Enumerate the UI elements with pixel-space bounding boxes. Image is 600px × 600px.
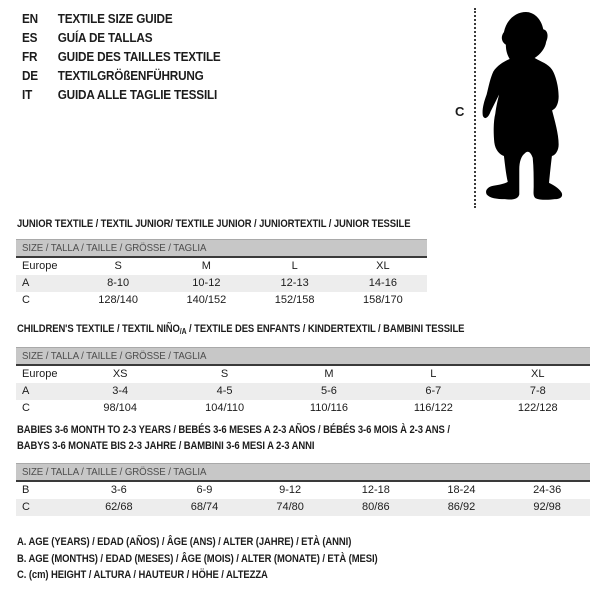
table-cell: M <box>324 368 334 380</box>
row-label: A <box>22 385 30 397</box>
table-cell: XL <box>376 260 390 272</box>
row-label: B <box>22 484 30 496</box>
table-cell: 14-16 <box>368 277 397 289</box>
legend-note-a: A. AGE (YEARS) / EDAD (AÑOS) / ÂGE (ANS) / ALTER (JAHRE) / ETÀ (ANNI) <box>17 536 352 548</box>
height-measure-dotted-line <box>474 8 476 208</box>
table-cell: 104/110 <box>205 402 245 414</box>
size-header-bar <box>16 347 590 364</box>
table-cell: L <box>291 260 298 272</box>
babies-title-line2: BABYS 3-6 MONATE BIS 2-3 JAHRE / BAMBINI 3-6 MESI A 2-3 ANNI <box>17 440 315 452</box>
language-row-es <box>22 29 221 48</box>
table-cell: 5-6 <box>321 385 337 397</box>
children-title-suffix: / TEXTILE DES ENFANTS / KINDERTEXTIL / BAMBINI TESSILE <box>186 323 465 335</box>
row-label: Europe <box>22 260 58 272</box>
table-cell: 80/86 <box>362 501 390 513</box>
table-cell: 110/116 <box>309 402 349 414</box>
table-row <box>16 257 427 275</box>
children-section-title <box>17 321 464 340</box>
table-cell: 3-6 <box>110 484 127 496</box>
size-header-bar <box>16 463 590 480</box>
table-row <box>16 365 590 383</box>
table-cell: 116/122 <box>413 402 453 414</box>
table-cell: 62/68 <box>105 501 133 513</box>
table-cell: 92/98 <box>533 501 561 513</box>
table-cell: 98/104 <box>103 402 138 414</box>
table-cell: 10-12 <box>192 277 221 289</box>
table-cell: 122/128 <box>517 402 558 414</box>
table-cell: 6-7 <box>425 385 442 397</box>
baby-silhouette-icon <box>478 6 574 208</box>
size-header-label: SIZE / TALLA / TAILLE / GRÖSSE / TAGLIA <box>22 466 207 478</box>
junior-section-title: JUNIOR TEXTILE / TEXTIL JUNIOR/ TEXTILE JUNIOR / JUNIORTEXTIL / JUNIOR TESSILE <box>17 218 411 230</box>
size-header-label: SIZE / TALLA / TAILLE / GRÖSSE / TAGLIA <box>22 350 207 362</box>
language-title: GUÍA DE TALLAS <box>57 31 153 45</box>
table-cell: XL <box>531 368 545 380</box>
children-title-subscript: /A <box>179 327 187 336</box>
table-cell: 7-8 <box>529 385 546 397</box>
language-code: IT <box>22 88 33 102</box>
table-cell: 6-9 <box>196 484 213 496</box>
children-size-table <box>16 347 590 417</box>
height-measure-label: C <box>455 104 465 119</box>
table-cell: 4-5 <box>216 385 233 397</box>
table-cell: 158/170 <box>362 294 403 306</box>
language-title: TEXTILGRÖßENFÜHRUNG <box>57 69 204 83</box>
babies-title-line1: BABIES 3-6 MONTH TO 2-3 YEARS / BEBÉS 3-6 MESES A 2-3 AÑOS / BÉBÉS 3-6 MOIS À 2-3 ANS / <box>17 424 450 436</box>
table-row <box>16 383 590 400</box>
table-cell: 24-36 <box>533 484 562 496</box>
table-cell: 74/80 <box>276 501 304 513</box>
row-label: C <box>22 501 30 513</box>
table-cell: 8-10 <box>107 277 130 289</box>
table-row <box>16 292 427 309</box>
language-title: GUIDA ALLE TAGLIE TESSILI <box>57 88 218 102</box>
row-label: Europe <box>22 368 58 380</box>
table-cell: 18-24 <box>447 484 476 496</box>
children-title-prefix: CHILDREN'S TEXTILE / TEXTIL NIÑO <box>17 323 180 335</box>
table-cell: M <box>201 260 211 272</box>
table-cell: S <box>114 260 122 272</box>
table-cell: 12-13 <box>280 277 309 289</box>
size-header-label: SIZE / TALLA / TAILLE / GRÖSSE / TAGLIA <box>22 242 207 254</box>
language-code: FR <box>22 50 38 64</box>
table-cell: L <box>430 368 437 380</box>
table-row <box>16 275 427 292</box>
table-cell: 3-4 <box>112 385 129 397</box>
table-cell: 9-12 <box>279 484 302 496</box>
table-cell: 86/92 <box>447 501 476 513</box>
table-cell: 68/74 <box>190 501 219 513</box>
language-row-en <box>22 10 221 29</box>
table-cell: S <box>220 368 229 380</box>
legend-note-c: C. (cm) HEIGHT / ALTURA / HAUTEUR / HÖHE / ALTEZZA <box>17 569 268 581</box>
language-title: TEXTILE SIZE GUIDE <box>57 12 173 26</box>
table-cell: 152/158 <box>274 294 315 306</box>
junior-size-table <box>16 239 427 309</box>
language-code: ES <box>22 31 38 45</box>
language-title-list <box>22 10 221 105</box>
table-cell: XS <box>112 368 128 380</box>
language-title: GUIDE DES TAILLES TEXTILE <box>57 50 221 64</box>
legend-notes <box>17 534 378 584</box>
language-code: EN <box>22 12 38 26</box>
table-row <box>16 400 590 417</box>
table-cell: 140/152 <box>186 294 227 306</box>
table-row <box>16 499 590 516</box>
babies-size-table <box>16 463 590 516</box>
row-label: A <box>22 277 30 289</box>
language-row-it <box>22 86 221 105</box>
babies-section-title <box>17 422 450 454</box>
table-cell: 12-18 <box>361 484 390 496</box>
language-row-fr <box>22 48 221 67</box>
legend-note-b: B. AGE (MONTHS) / EDAD (MESES) / ÂGE (MOIS) / ALTER (MONATE) / ETÀ (MESI) <box>17 552 378 565</box>
table-cell: 128/140 <box>98 294 138 306</box>
row-label: C <box>22 402 30 414</box>
size-header-bar <box>16 239 427 256</box>
table-row <box>16 481 590 499</box>
language-row-de <box>22 67 221 86</box>
language-code: DE <box>22 69 38 83</box>
row-label: C <box>22 294 30 306</box>
